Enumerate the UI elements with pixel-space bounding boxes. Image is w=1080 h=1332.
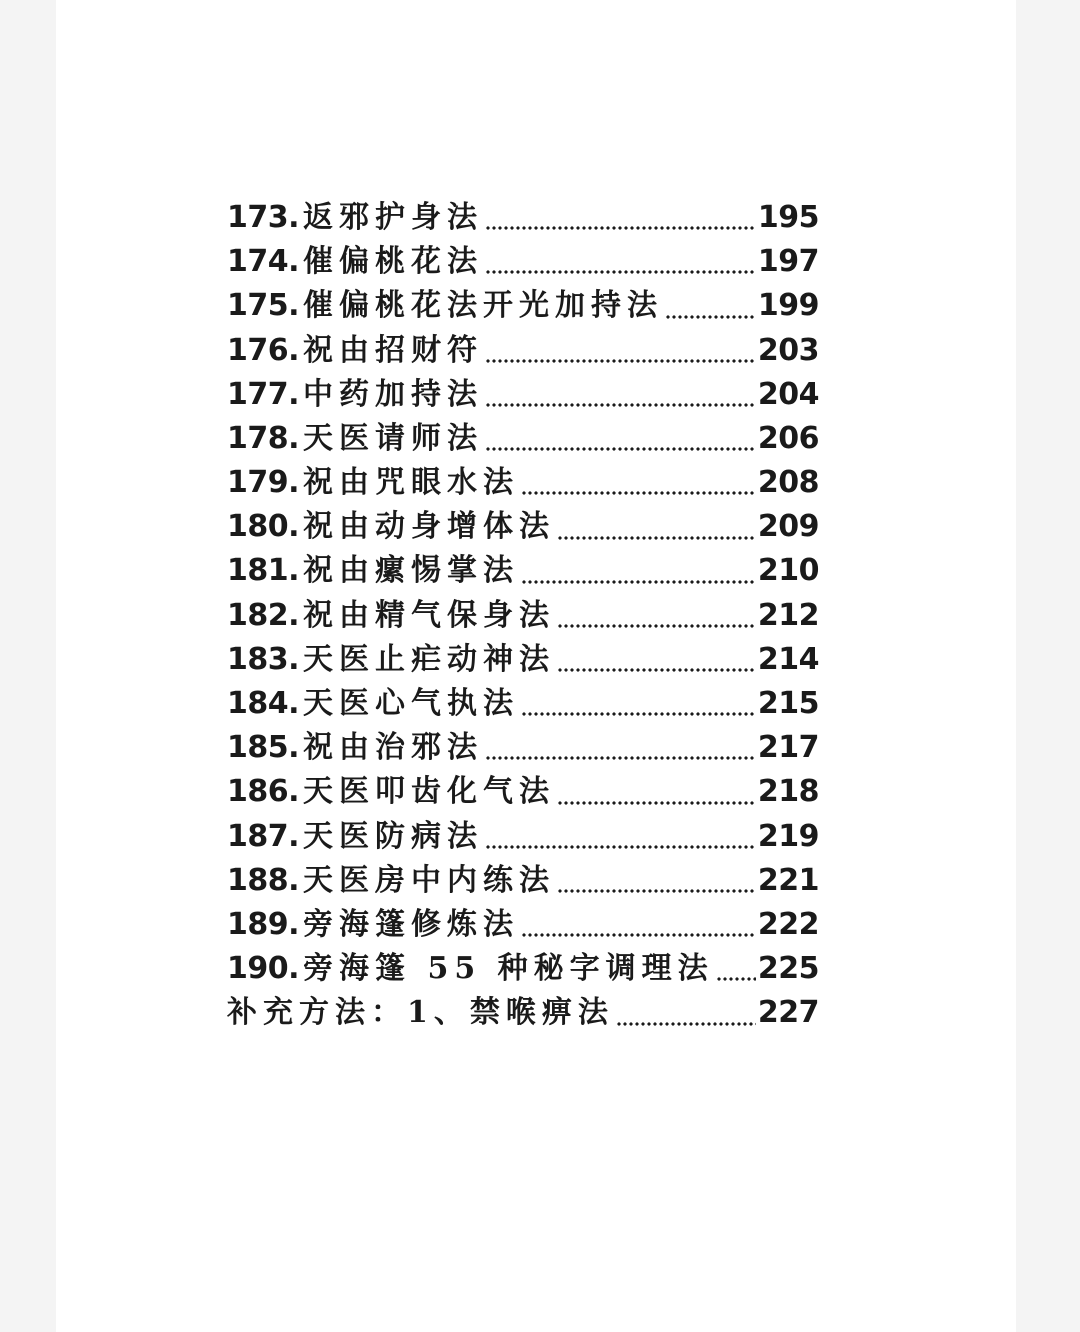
dot-leader xyxy=(485,196,756,240)
toc-entry-184 xyxy=(227,682,819,726)
entry-number: 177. xyxy=(227,376,300,412)
entry-number: 185. xyxy=(227,730,300,766)
entry-title: 天医止疟动神法 xyxy=(303,641,556,677)
dot-leader xyxy=(665,284,756,328)
entry-page-number: 199 xyxy=(757,288,819,324)
dot-leader xyxy=(485,417,756,461)
entry-page-number: 227 xyxy=(757,995,819,1031)
entry-page-number: 214 xyxy=(757,641,819,677)
entry-number: 186. xyxy=(227,774,300,810)
entry-page-number: 215 xyxy=(757,686,819,722)
toc-entry-188 xyxy=(227,859,819,903)
dot-leader xyxy=(485,240,756,284)
toc-entry-182 xyxy=(227,594,819,638)
toc-entry-189 xyxy=(227,903,819,947)
toc-entry-180 xyxy=(227,505,819,549)
entry-page-number: 210 xyxy=(757,553,819,589)
entry-page-number: 212 xyxy=(757,597,819,633)
table-of-contents xyxy=(227,196,819,1036)
toc-entry-186 xyxy=(227,770,819,814)
dot-leader xyxy=(485,329,756,373)
dot-leader xyxy=(521,682,756,726)
entry-number: 174. xyxy=(227,244,300,280)
toc-entry-179 xyxy=(227,461,819,505)
entry-page-number: 218 xyxy=(757,774,819,810)
entry-number: 175. xyxy=(227,288,300,324)
entry-title: 催偏桃花法开光加持法 xyxy=(303,288,664,324)
entry-number: 181. xyxy=(227,553,300,589)
entry-page-number: 204 xyxy=(757,376,819,412)
toc-entry-183 xyxy=(227,638,819,682)
entry-page-number: 203 xyxy=(757,332,819,368)
entry-number: 182. xyxy=(227,597,300,633)
dot-leader xyxy=(521,461,756,505)
entry-page-number: 197 xyxy=(757,244,819,280)
toc-entry-175 xyxy=(227,284,819,328)
entry-title: 返邪护身法 xyxy=(303,199,484,235)
entry-title: 补充方法：1、禁喉痹法 xyxy=(227,995,614,1031)
entry-title: 天医心气执法 xyxy=(303,686,520,722)
entry-number: 180. xyxy=(227,509,300,545)
entry-number: 184. xyxy=(227,686,300,722)
toc-entry-187 xyxy=(227,815,819,859)
entry-page-number: 195 xyxy=(757,199,819,235)
entry-page-number: 222 xyxy=(757,906,819,942)
dot-leader xyxy=(557,638,756,682)
entry-title: 天医请师法 xyxy=(303,420,484,456)
toc-entry-176 xyxy=(227,329,819,373)
entry-number: 173. xyxy=(227,199,300,235)
entry-title: 祝由招财符 xyxy=(303,332,484,368)
dot-leader xyxy=(485,726,756,770)
entry-page-number: 208 xyxy=(757,465,819,501)
entry-title: 旁海篷 55 种秘字调理法 xyxy=(303,951,714,987)
entry-title: 天医防病法 xyxy=(303,818,484,854)
dot-leader xyxy=(716,947,756,991)
entry-page-number: 219 xyxy=(757,818,819,854)
entry-title: 祝由咒眼水法 xyxy=(303,465,520,501)
entry-title: 天医叩齿化气法 xyxy=(303,774,556,810)
dot-leader xyxy=(557,770,756,814)
dot-leader xyxy=(557,505,756,549)
toc-entry-181 xyxy=(227,550,819,594)
toc-entry-177 xyxy=(227,373,819,417)
entry-title: 中药加持法 xyxy=(303,376,484,412)
dot-leader xyxy=(616,991,756,1035)
entry-page-number: 217 xyxy=(757,730,819,766)
entry-page-number: 206 xyxy=(757,420,819,456)
entry-title: 祝由治邪法 xyxy=(303,730,484,766)
entry-title: 天医房中内练法 xyxy=(303,862,556,898)
entry-number: 189. xyxy=(227,906,300,942)
dot-leader xyxy=(521,550,756,594)
toc-entry-174 xyxy=(227,240,819,284)
entry-number: 187. xyxy=(227,818,300,854)
dot-leader xyxy=(521,903,756,947)
entry-page-number: 225 xyxy=(757,951,819,987)
dot-leader xyxy=(485,815,756,859)
entry-page-number: 209 xyxy=(757,509,819,545)
toc-entry-178 xyxy=(227,417,819,461)
entry-number: 190. xyxy=(227,951,300,987)
entry-number: 179. xyxy=(227,465,300,501)
entry-title: 祝由精气保身法 xyxy=(303,597,556,633)
toc-entry-190 xyxy=(227,947,819,991)
entry-title: 催偏桃花法 xyxy=(303,244,484,280)
entry-page-number: 221 xyxy=(757,862,819,898)
entry-title: 祝由动身增体法 xyxy=(303,509,556,545)
entry-number: 178. xyxy=(227,420,300,456)
toc-entry-supplement xyxy=(227,991,819,1035)
dot-leader xyxy=(485,373,756,417)
dot-leader xyxy=(557,594,756,638)
entry-number: 176. xyxy=(227,332,300,368)
entry-title: 祝由瘰惕掌法 xyxy=(303,553,520,589)
dot-leader xyxy=(557,859,756,903)
toc-entry-173 xyxy=(227,196,819,240)
entry-title: 旁海篷修炼法 xyxy=(303,906,520,942)
toc-entry-185 xyxy=(227,726,819,770)
entry-number: 188. xyxy=(227,862,300,898)
entry-number: 183. xyxy=(227,641,300,677)
